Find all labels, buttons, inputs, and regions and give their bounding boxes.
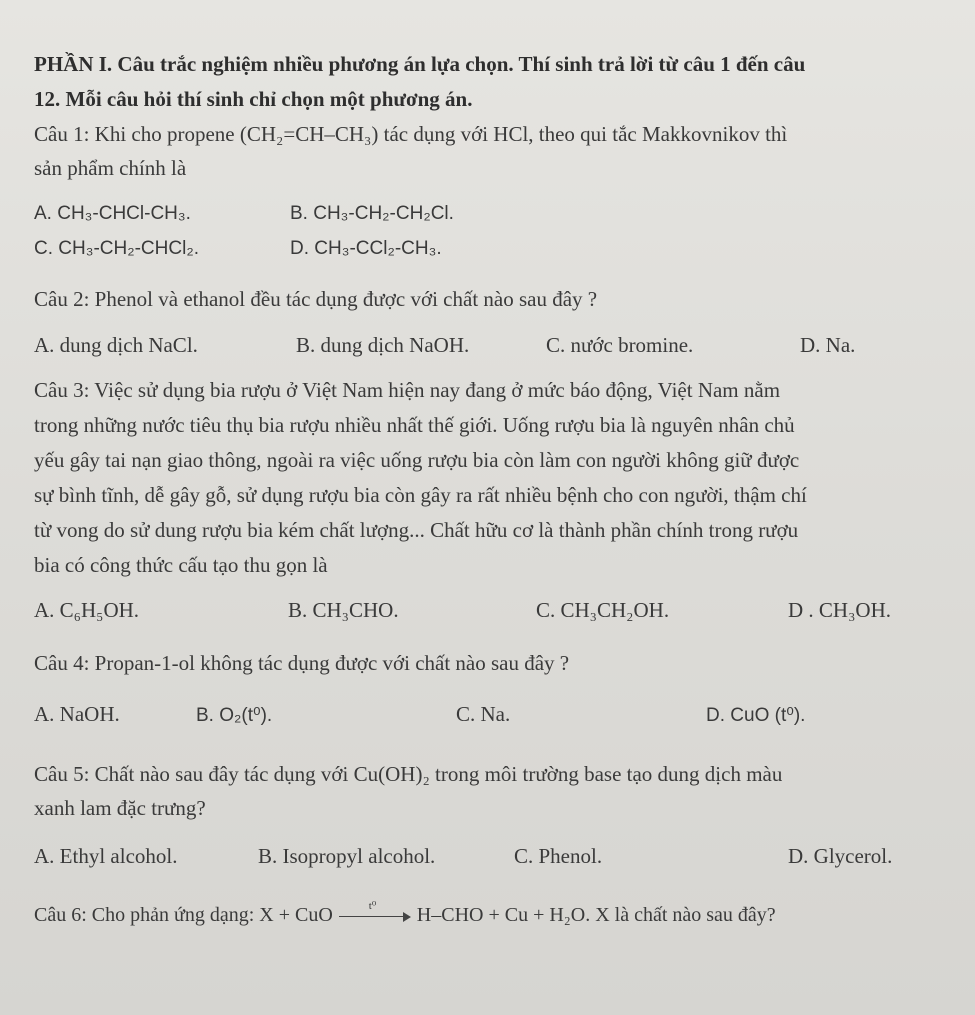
question-4-option-b[interactable]: B. O₂(t⁰). — [196, 705, 273, 726]
question-6-stem-part-2: H–CHO + Cu + H₂O. X là chất nào sau đây? — [416, 904, 776, 926]
question-1-stem-line-2: sản phẩm chính là — [34, 156, 187, 180]
question-2-option-d[interactable]: D. Na. — [800, 333, 856, 357]
question-1-option-b[interactable]: B. CH₃-CH₂-CH₂Cl. — [290, 203, 454, 224]
part-header-line-2: 12. Mỗi câu hỏi thí sinh chỉ chọn một phương án. — [34, 87, 473, 111]
question-1-option-c[interactable]: C. CH₃-CH₂-CHCl₂. — [34, 238, 199, 259]
question-3-stem-line-2: trong những nước tiêu thụ bia rượu nhiều nhất thế giới. Uống rượu bia là nguyên nhân chủ — [34, 413, 795, 437]
question-3-option-d[interactable]: D . CH₃OH. — [788, 598, 891, 622]
question-5-option-c[interactable]: C. Phenol. — [514, 844, 603, 868]
question-3-stem-line-1: Câu 3: Việc sử dụng bia rượu ở Việt Nam hiện nay đang ở mức báo động, Việt Nam nằm — [34, 378, 781, 402]
question-5-option-b[interactable]: B. Isopropyl alcohol. — [258, 844, 436, 868]
reaction-arrow-icon — [339, 900, 411, 923]
question-2-option-a[interactable]: A. dung dịch NaCl. — [34, 333, 198, 357]
reaction-condition: t⁰ — [368, 900, 377, 913]
question-5-option-a[interactable]: A. Ethyl alcohol. — [34, 844, 178, 868]
question-1-option-a[interactable]: A. CH₃-CHCl-CH₃. — [34, 203, 191, 224]
question-3-stem-line-4: sự bình tĩnh, dễ gây gỗ, sử dụng rượu bia còn gây ra rất nhiều bệnh cho con người, thậm chí — [34, 483, 807, 507]
question-3-stem-line-5: từ vong do sử dung rượu bia kém chất lượng... Chất hữu cơ là thành phần chính trong rượu — [34, 518, 799, 542]
question-3-option-c[interactable]: C. CH₃CH₂OH. — [536, 598, 670, 622]
question-4-stem: Câu 4: Propan-1-ol không tác dụng được với chất nào sau đây ? — [34, 651, 570, 675]
question-6-stem — [34, 900, 776, 927]
question-1-stem-line-1: Câu 1: Khi cho propene (CH₂=CH–CH₃) tác dụng với HCl, theo qui tắc Makkovnikov thì — [34, 122, 788, 146]
question-2-option-c[interactable]: C. nước bromine. — [546, 333, 694, 357]
question-3-stem-line-3: yếu gây tai nạn giao thông, ngoài ra việc uống rượu bia còn làm con người không giữ được — [34, 448, 800, 472]
question-1-option-d[interactable]: D. CH₃-CCl₂-CH₃. — [290, 238, 442, 259]
question-4-option-a[interactable]: A. NaOH. — [34, 702, 120, 726]
question-5-option-d[interactable]: D. Glycerol. — [788, 844, 893, 868]
question-2-option-b[interactable]: B. dung dịch NaOH. — [296, 333, 470, 357]
part-header-line-1: PHẦN I. Câu trắc nghiệm nhiều phương án lựa chọn. Thí sinh trả lời từ câu 1 đến câu — [34, 52, 806, 76]
question-3-option-b[interactable]: B. CH₃CHO. — [288, 598, 399, 622]
question-6-stem-part-1: Câu 6: Cho phản ứng dạng: X + CuO — [34, 904, 333, 926]
question-4-option-c[interactable]: C. Na. — [456, 702, 511, 726]
question-2-stem: Câu 2: Phenol và ethanol đều tác dụng được với chất nào sau đây ? — [34, 287, 598, 311]
question-4-option-d[interactable]: D. CuO (t⁰). — [706, 705, 806, 726]
question-5-stem-line-1: Câu 5: Chất nào sau đây tác dụng với Cu(OH)₂ trong môi trường base tạo dung dịch màu — [34, 762, 783, 786]
question-3-option-a[interactable]: A. C₆H₅OH. — [34, 598, 140, 622]
question-5-stem-line-2: xanh lam đặc trưng? — [34, 796, 206, 820]
question-3-stem-line-6: bia có công thức cấu tạo thu gọn là — [34, 553, 328, 577]
